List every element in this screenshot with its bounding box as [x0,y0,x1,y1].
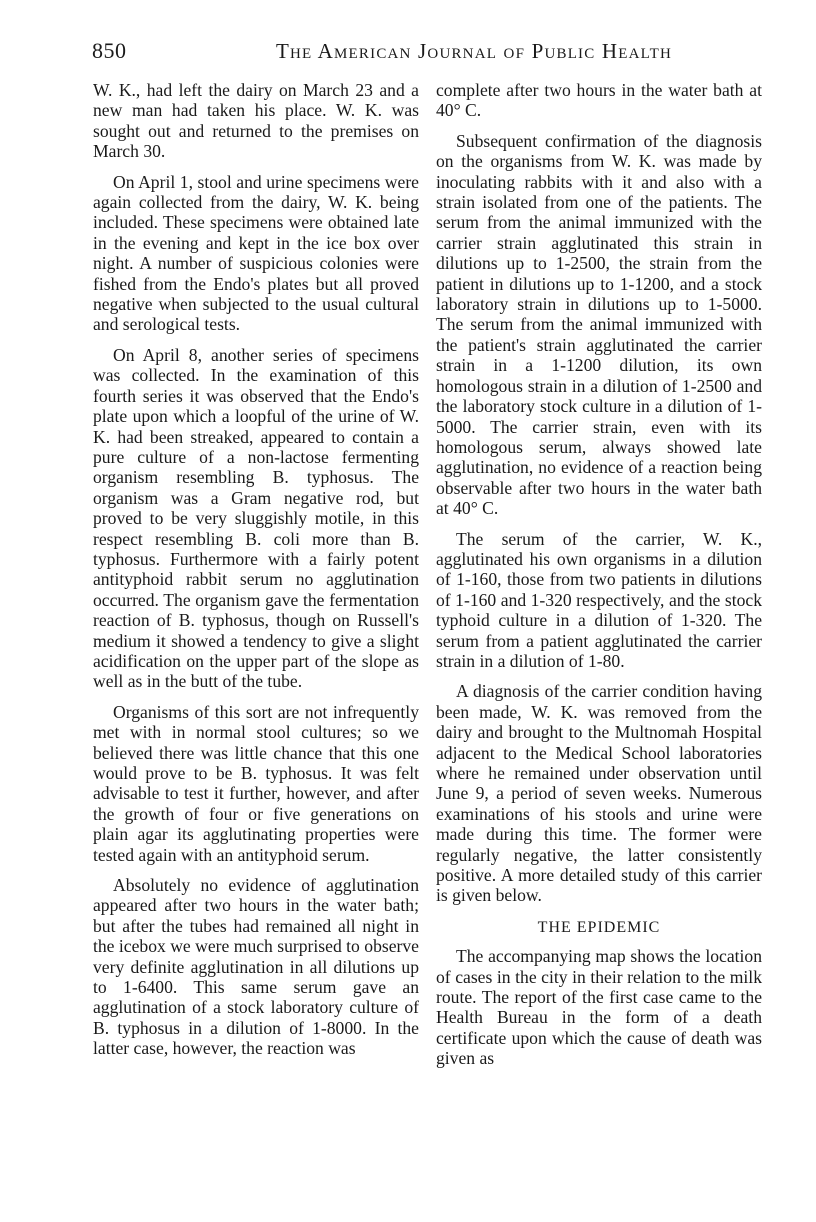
paragraph: On April 8, another series of specimens was collected. In the examination of this fourth series it was observed that the Endo's plate upon which a loopful of the urine of W. K. had been streaked, appeared to contain a pure culture of a non-lactose fermenting organism resembling B. typhosus. The organism was a Gram negative rod, but proved to be very sluggishly motile, in this respect resembling B. coli more than B. typhosus. Furthermore with a fairly potent antityphoid rabbit serum no agglutination occurred. The organism gave the fermentation reaction of B. typhosus, though on Russell's medium it showed a tendency to give a slight acidification on the upper part of the slope as well as in the butt of the tube. [93,344,419,692]
journal-title: The American Journal of Public Health [275,39,673,63]
left-column [93,80,419,1069]
paragraph: The accompanying map shows the location of cases in the city in their relation to the milk route. The report of the first case came to the Health Bureau in the form of a death certificate upon which the cause of death was given as [436,946,762,1069]
paragraph: On April 1, stool and urine specimens were again collected from the dairy, W. K. being included. These specimens were obtained late in the evening and kept in the ice box over night. A number of suspicious colonies were fished from the Endo's plates but all proved negative when subjected to the usual cultural and serological tests. [93,171,419,335]
paragraph: W. K., had left the dairy on March 23 and a new man had taken his place. W. K. was sought out and returned to the premises on March 30. [93,80,419,162]
paragraph: The serum of the carrier, W. K., agglutinated his own organisms in a dilution of 1-160, those from two patients in dilutions of 1-160 and 1-320 respectively, and the stock typhoid culture in a dilution of 1-320. The serum from a patient agglutinated the carrier strain in a dilution of 1-80. [436,528,762,671]
paragraph: Absolutely no evidence of agglutination appeared after two hours in the water bath; but after the tubes had remained all night in the icebox we were much surprised to observe very definite agglutination in all dilutions up to 1-6400. This same serum gave an agglutination of a stock laboratory culture of B. typhosus in a dilution of 1-8000. In the latter case, however, the reaction was [93,875,419,1059]
page-header [92,38,762,68]
paragraph: Organisms of this sort are not infrequently met with in normal stool cultures; so we believed there was little chance that this one would prove to be B. typhosus. It was felt advisable to test it further, however, and after the growth of four or five generations on plain agar its agglutinating properties were tested again with an antityphoid serum. [93,701,419,865]
right-column [436,80,762,1079]
paragraph-continuation: complete after two hours in the water bath at 40° C. [436,80,762,121]
page-number: 850 [92,38,127,63]
section-heading: THE EPIDEMIC [537,918,661,936]
paragraph: A diagnosis of the carrier condition having been made, W. K. was removed from the dairy and brought to the Multnomah Hospital adjacent to the Medical School laboratories where he remained under observation until June 9, a period of seven weeks. Numerous examinations of his stools and urine were made during this time. The former were regularly negative, the latter consistently positive. A more detailed study of this carrier is given below. [436,681,762,906]
paragraph: Subsequent confirmation of the diagnosis on the organisms from W. K. was made by inoculating rabbits with it and also with a strain isolated from one of the patients. The serum from the animal immunized with the carrier strain agglutinated this strain in dilutions up to 1-2500, the strain from the patient in dilutions up to 1-1200, and a stock laboratory strain in dilutions up to 1-5000. The serum from the animal immunized with the patient's strain agglutinated the carrier strain in a 1-1200 dilution, its own homologous strain in a dilution of 1-2500 and the laboratory stock culture in a dilution of 1-5000. The carrier strain, even with its homologous serum, always showed late agglutination, no evidence of a reaction being observable after two hours in the water bath at 40° C. [436,130,762,519]
